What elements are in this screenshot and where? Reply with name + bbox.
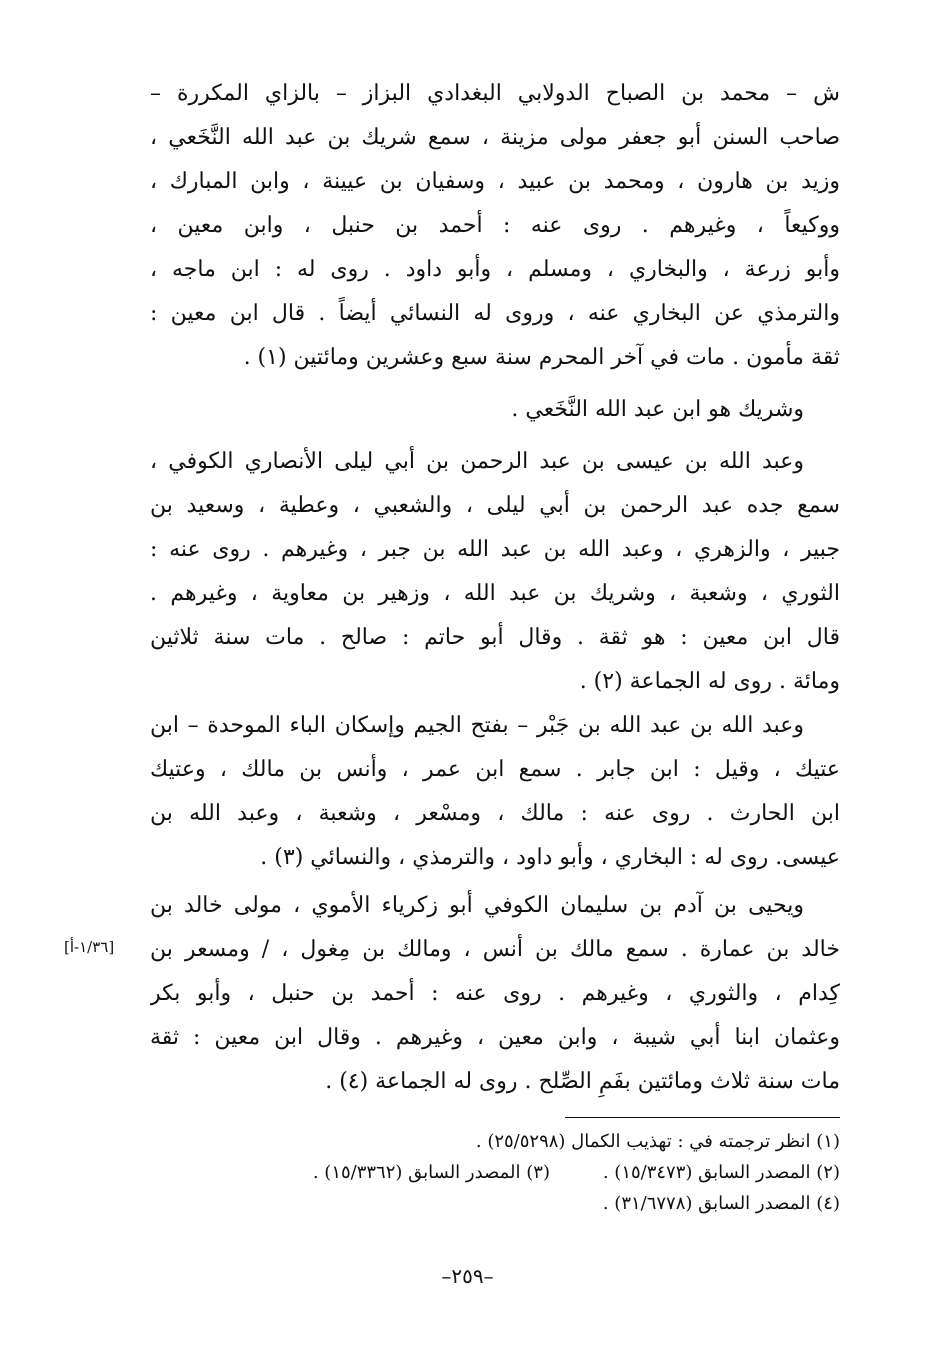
text-line: ويحيى بن آدم بن سليمان الكوفي أبو زكرياء الأموي ، مولى خالد بن [150,893,804,918]
text-line: ووكيعاً ، وغيرهم . روى عنه : أحمد بن حنبل ، وابن معين ، [150,213,840,238]
text-line: وعثمان ابنا أبي شيبة ، وابن معين ، وغيرهم . وقال ابن معين : ثقة [150,1025,840,1050]
text-line: قال ابن معين : هو ثقة . وقال أبو حاتم : صالح . مات سنة ثلاثين [150,625,840,650]
manuscript-folio-marker: [١/٣٦-أ] [64,938,115,956]
note-paragraph-sharik [150,388,840,432]
text-line: عتيك ، وقيل : ابن جابر . سمع ابن عمر ، وأنس بن مالك ، وعتيك [150,757,840,782]
footnote-1: (١) انظر ترجمته في : تهذيب الكمال (٢٥/٥٢٩٨) . [475,1131,840,1152]
footnote-row [150,1157,840,1188]
footnotes [150,1126,840,1219]
text-line: كِدام ، والثوري ، وغيرهم . روى عنه : أحمد بن حنبل ، وأبو بكر [150,981,840,1006]
entry-paragraph-abdullah-ibn-jabr [150,704,840,880]
text-line: وشريك هو ابن عبد الله النَّخَعي . [511,397,804,422]
text-line: وزيد بن هارون ، ومحمد بن عبيد ، وسفيان بن عيينة ، وابن المبارك ، [150,169,840,194]
text-line: سمع جده عبد الرحمن بن أبي ليلى ، والشعبي ، وعطية ، وسعيد بن [150,493,840,518]
footnote-separator [565,1117,840,1118]
footnote-4: (٤) المصدر السابق (٣١/٦٧٧٨) . [602,1193,840,1214]
text-line: ابن الحارث . روى عنه : مالك ، ومسْعر ، وشعبة ، وعبد الله بن [150,801,840,826]
footnote-2: (٢) المصدر السابق (١٥/٣٤٧٣) . [602,1162,840,1183]
text-line: ومائة . روى له الجماعة (٢) . [579,669,840,694]
text-line: جبير ، والزهري ، وعبد الله بن عبد الله بن جبر ، وغيرهم . روى عنه : [150,537,840,562]
entry-paragraph-abdullah-ibn-isa [150,440,840,704]
page-number: –٢٥٩– [441,1264,494,1288]
text-line: وعبد الله بن عيسى بن عبد الرحمن بن أبي ليلى الأنصاري الكوفي ، [150,449,804,474]
text-line: الثوري ، وشعبة ، وشريك بن عبد الله ، وزهير بن معاوية ، وغيرهم . [150,581,840,606]
text-line: خالد بن عمارة . سمع مالك بن أنس ، ومالك بن مِغول ، / ومسعر بن [150,937,840,962]
text-line: وعبد الله بن عبد الله بن جَبْر – بفتح الجيم وإسكان الباء الموحدة – ابن [150,713,804,738]
entry-paragraph-yahya-ibn-adam [150,884,840,1104]
footnote-3: (٣) المصدر السابق (١٥/٣٣٦٢) . [312,1162,550,1183]
text-line: ثقة مأمون . مات في آخر المحرم سنة سبع وعشرين ومائتين (١) . [243,345,840,370]
entry-paragraph-muhammad-ibn-sabbah [150,72,840,380]
text-line: وأبو زرعة ، والبخاري ، ومسلم ، وأبو داود . روى له : ابن ماجه ، [150,257,840,282]
text-line: ش – محمد بن الصباح الدولابي البغدادي البزاز – بالزاي المكررة – [150,81,840,106]
text-line: صاحب السنن أبو جعفر مولى مزينة ، سمع شريك بن عبد الله النَّخَعي ، [150,125,840,150]
text-line: مات سنة ثلاث ومائتين بفَمِ الصِّلح . روى له الجماعة (٤) . [325,1069,840,1094]
text-line: والترمذي عن البخاري عنه ، وروى له النسائي أيضاً . قال ابن معين : [150,301,840,326]
text-line: عيسى. روى له : البخاري ، وأبو داود ، والترمذي ، والنسائي (٣) . [260,845,840,870]
